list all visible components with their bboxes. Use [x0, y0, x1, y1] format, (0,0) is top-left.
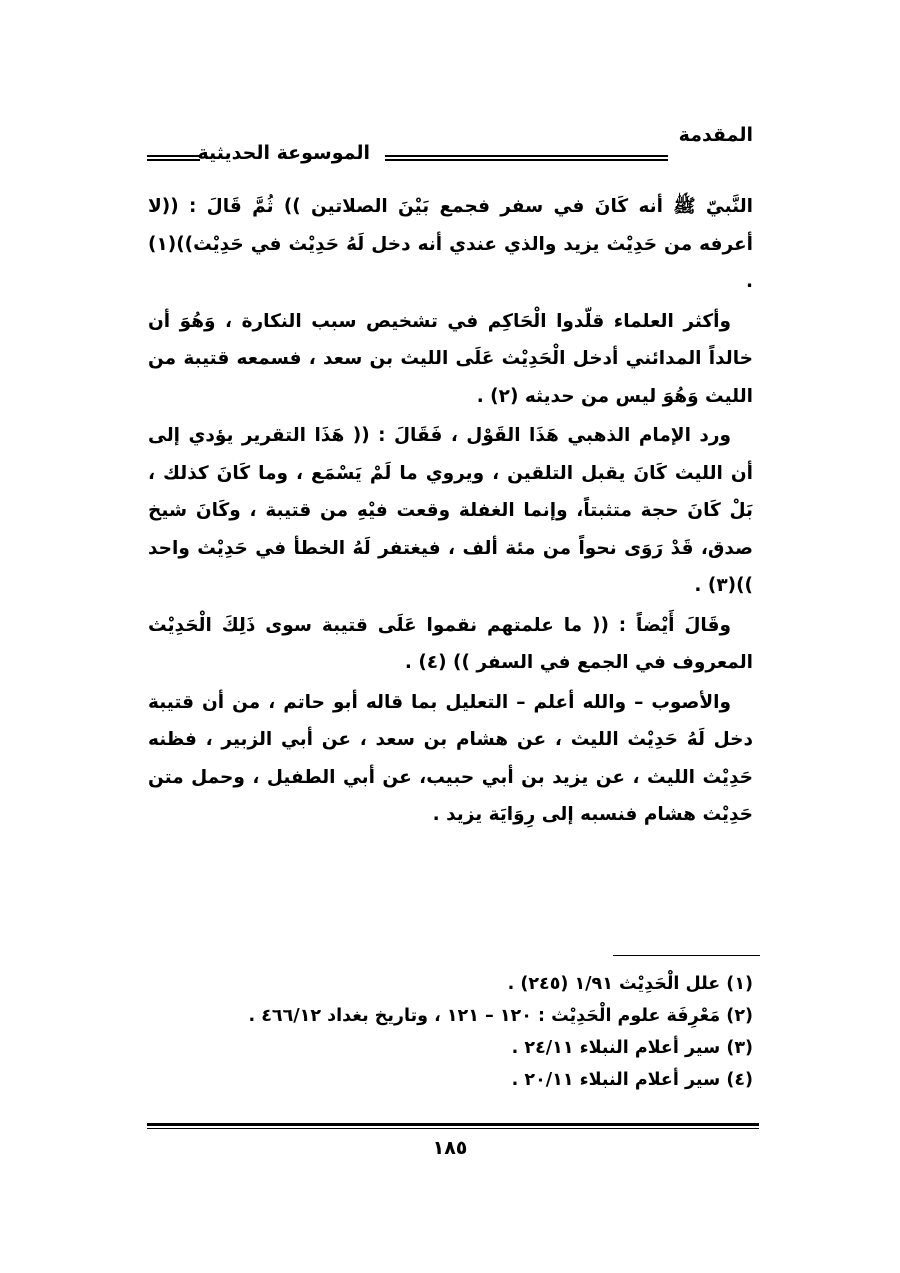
footnote: (٤) سير أعلام النبلاء ٢٠/١١ . [511, 1070, 753, 1090]
header-rule-short [147, 155, 200, 161]
footer-rule [147, 1123, 759, 1129]
footnote: (٣) سير أعلام النبلاء ٢٤/١١ . [511, 1038, 753, 1058]
paragraph: وقَالَ أَيْضاً : (( ما علمتهم نقموا عَلَى قتيبة سوى ذَلِكَ الْحَدِيْث المعروف في الجمع في السفر )) (٤) . [148, 614, 753, 673]
paragraph: والأصوب – والله أعلم – التعليل بما قاله أبو حاتم ، من أن قتيبة دخل لَهُ حَدِيْث الليث ، عن هشام بن سعد ، عن أبي الزبير ، فظنه حَدِيْث الليث ، عن يزيد بن أبي حبيب، عن أبي الطفيل ، وحمل متن حَدِيْث هشام فنسبه إلى رِوَايَة يزيد . [148, 691, 753, 825]
section-title: المقدمة [678, 124, 753, 146]
footnote: (١) علل الْحَدِيْث ١/٩١ (٢٤٥) . [507, 974, 753, 994]
header-rule-long [385, 155, 668, 161]
footnote: (٢) مَعْرِفَة علوم الْحَدِيْث : ١٢٠ – ١٢١ ، وتاريخ بغداد ٤٦٦/١٢ . [248, 1006, 753, 1026]
book-title: الموسوعة الحديثية [197, 142, 370, 164]
paragraph: النَّبيّ ﷺ أنه كَانَ في سفر فجمع بَيْنَ الصلاتين )) ثُمَّ قَالَ : ((لا أعرفه من حَدِيْث يزيد والذي عندي أنه دخل لَهُ حَدِيْث في حَدِيْث))(١) . [148, 196, 753, 292]
page-number: ١٨٥ [432, 1137, 468, 1159]
paragraph: ورد الإمام الذهبي هَذَا القَوْل ، فَقَالَ : (( هَذَا التقرير يؤدي إلى أن الليث كَانَ يقبل التلقين ، ويروي ما لَمْ يَسْمَع ، وما كَانَ كذلك ، بَلْ كَانَ حجة متثبتاً، وإنما الغفلة وقعت فيْهِ من قتيبة ، وكَانَ شيخ صدق، قَدْ رَوَى نحواً من مئة ألف ، فيغتفر لَهُ الخطأ في حَدِيْث واحد ))(٣) . [148, 425, 753, 596]
main-text [148, 188, 753, 834]
footnote-separator [613, 955, 760, 956]
paragraph: وأكثر العلماء قلّدوا الْحَاكِم في تشخيص سبب النكارة ، وَهُوَ أن خالداً المدائني أدخل الْحَدِيْث عَلَى الليث بن سعد ، فسمعه قتيبة من الليث وَهُوَ ليس من حديثه (٢) . [148, 310, 753, 407]
footnotes [148, 968, 753, 1096]
